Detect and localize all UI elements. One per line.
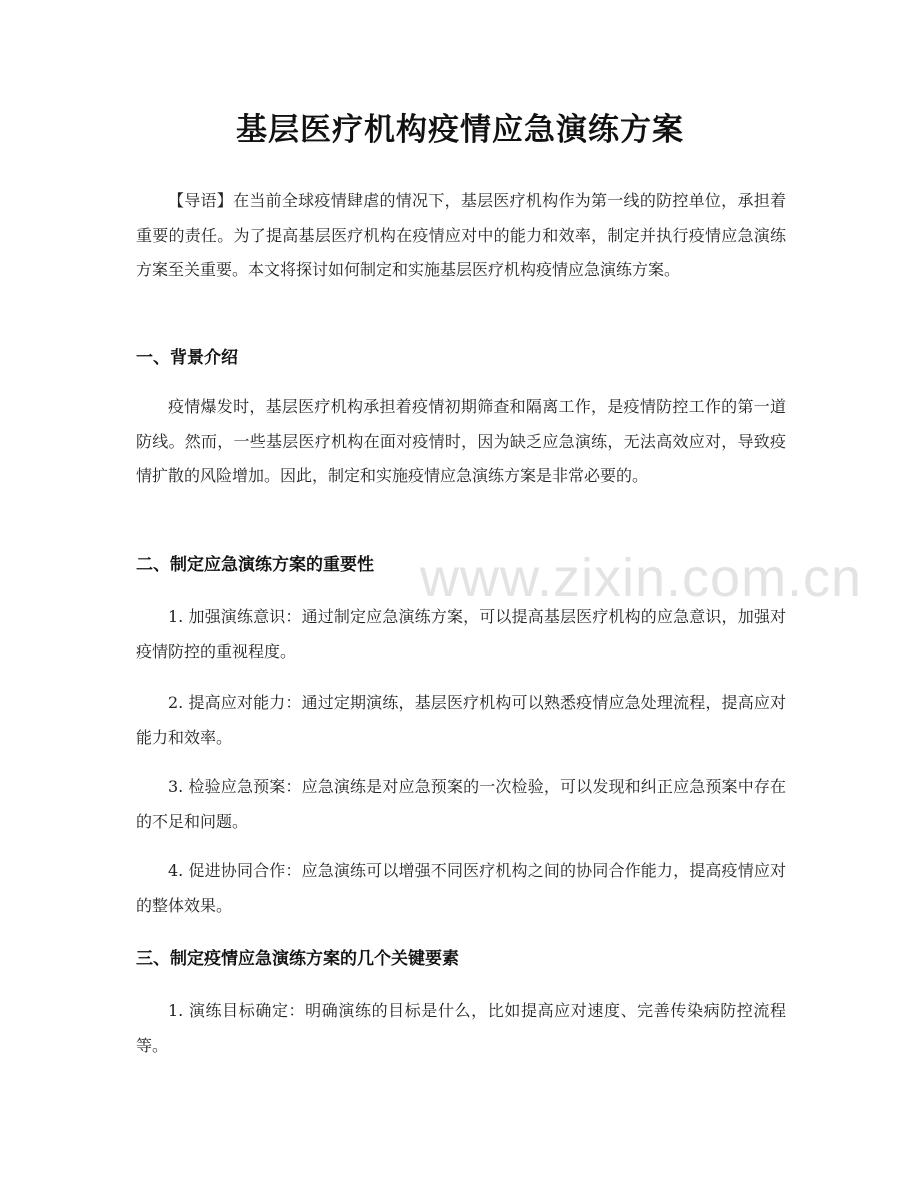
section-3-item-1 [136, 994, 786, 1063]
section-1-body [136, 390, 786, 494]
section-2-heading-block [136, 550, 786, 580]
list-item: 3. 检验应急预案：应急演练是对应急预案的一次检验，可以发现和纠正应急预案中存在的不足和问题。 [136, 777, 786, 831]
intro-block [136, 184, 786, 288]
section-heading: 三、制定疫情应急演练方案的几个关键要素 [136, 949, 459, 969]
body-paragraph: 疫情爆发时，基层医疗机构承担着疫情初期筛查和隔离工作，是疫情防控工作的第一道防线。然而，一些基层医疗机构在面对疫情时，因为缺乏应急演练，无法高效应对，导致疫情扩散的风险增加。因此，制定和实施疫情应急演练方案是非常必要的。 [136, 397, 786, 485]
intro-paragraph: 【导语】在当前全球疫情肆虐的情况下，基层医疗机构作为第一线的防控单位，承担着重要的责任。为了提高基层医疗机构在疫情应对中的能力和效率，制定并执行疫情应急演练方案至关重要。本文将探讨如何制定和实施基层医疗机构疫情应急演练方案。 [136, 191, 786, 279]
watermark: www.zixin.com.cn [420, 548, 863, 608]
page-title: 基层医疗机构疫情应急演练方案 [236, 112, 684, 148]
section-heading: 一、背景介绍 [136, 348, 238, 368]
section-2-item-2 [136, 686, 786, 755]
section-2-item-4 [136, 854, 786, 923]
section-heading: 二、制定应急演练方案的重要性 [136, 555, 374, 575]
list-item: 1. 演练目标确定：明确演练的目标是什么，比如提高应对速度、完善传染病防控流程等。 [136, 1001, 786, 1055]
section-1-heading-block [136, 343, 786, 373]
list-item: 2. 提高应对能力：通过定期演练，基层医疗机构可以熟悉疫情应急处理流程，提高应对能力和效率。 [136, 693, 786, 747]
section-2-item-1 [136, 600, 786, 669]
list-item: 4. 促进协同合作：应急演练可以增强不同医疗机构之间的协同合作能力，提高疫情应对的整体效果。 [136, 861, 786, 915]
section-2-item-3 [136, 770, 786, 839]
list-item: 1. 加强演练意识：通过制定应急演练方案，可以提高基层医疗机构的应急意识，加强对疫情防控的重视程度。 [136, 607, 786, 661]
section-3-heading-block [136, 944, 786, 974]
